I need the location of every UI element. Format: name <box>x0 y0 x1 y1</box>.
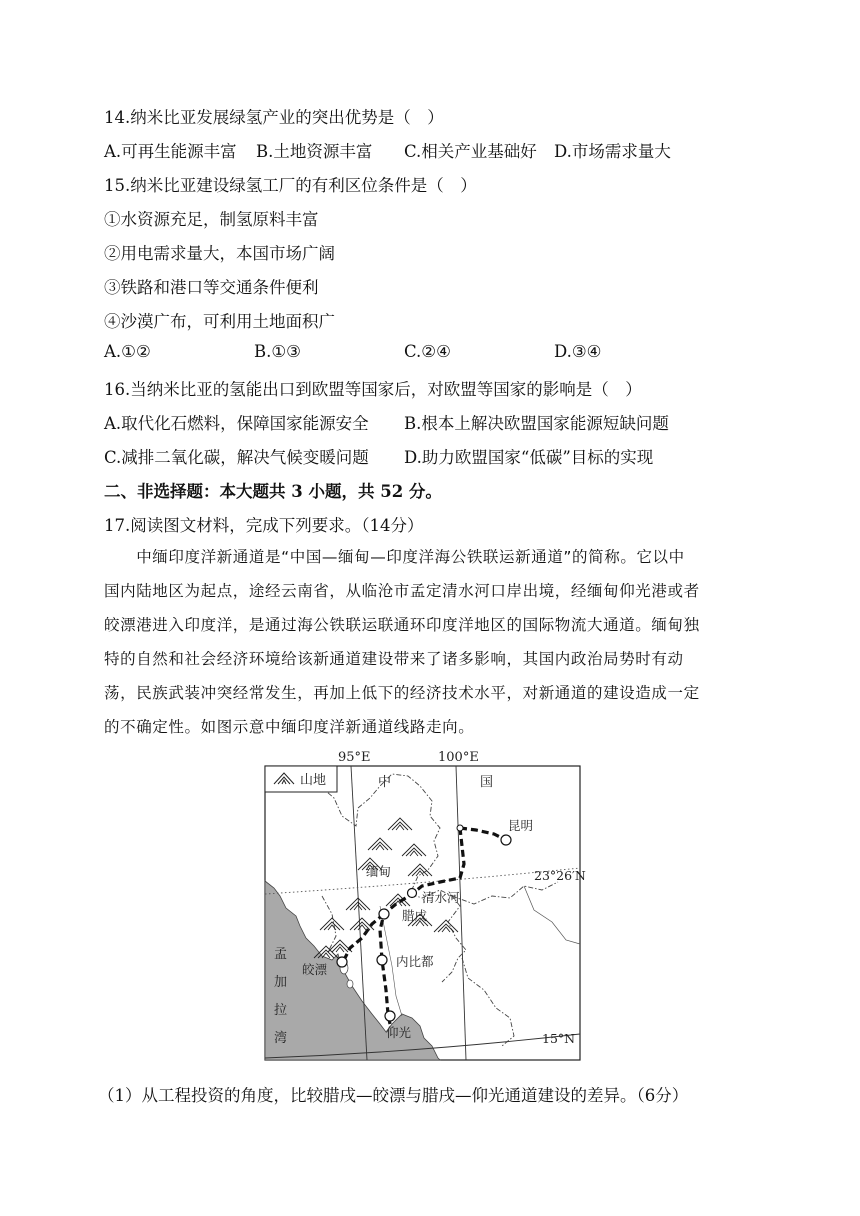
kunming-city-marker <box>501 835 511 845</box>
qingshuihe-marker <box>408 889 417 898</box>
q15-option-c: C.②④ <box>404 342 451 361</box>
q17-material-line: 国内陆地区为起点，途经云南省，从临沧市孟定清水河口岸出境，经缅甸仰光港或者 <box>104 582 700 600</box>
kunming-label: 昆明 <box>508 818 534 833</box>
q16-option-a: A.取代化石燃料，保障国家能源安全 <box>104 414 369 433</box>
q17-stem: 17.阅读图文材料，完成下列要求。（14分） <box>104 516 424 535</box>
q16-option-c: C.减排二氧化碳，解决气候变暖问题 <box>104 448 369 467</box>
border-point-marker <box>457 825 463 831</box>
lon-100-label: 100°E <box>438 750 479 765</box>
kyaukphyu-port-marker <box>337 957 347 967</box>
island-shape <box>347 980 353 988</box>
q15-stem: 15.纳米比亚建设绿氢工厂的有利区位条件是（ ） <box>104 176 477 195</box>
route-map <box>262 746 602 1066</box>
tropic-label: 23°26′N <box>534 868 586 883</box>
q15-item-4: ④沙漠广布，可利用土地面积广 <box>104 312 335 331</box>
q16-stem: 16.当纳米比亚的氢能出口到欧盟等国家后，对欧盟等国家的影响是（ ） <box>104 380 642 399</box>
q15-option-b: B.①③ <box>254 342 301 361</box>
label-zhong: 中 <box>378 775 392 790</box>
bay-label-char: 加 <box>274 975 288 990</box>
q17-material-line: 特的自然和社会经济环境给该新通道建设带来了诸多影响，其国内政治局势时有动 <box>104 650 684 668</box>
q15-option-a: A.①② <box>104 342 151 361</box>
yangon-port-marker <box>385 1011 395 1021</box>
q15-item-2: ②用电需求量大，本国市场广阔 <box>104 244 335 263</box>
bay-label-char: 湾 <box>274 1031 288 1046</box>
naypyidaw-city-marker <box>377 955 387 965</box>
q15-item-1: ①水资源充足，制氢原料丰富 <box>104 210 319 229</box>
myanmar-label: 缅甸 <box>366 864 392 879</box>
q14-option-a: A.可再生能源丰富 <box>104 142 237 161</box>
yangon-label: 仰光 <box>386 1025 412 1040</box>
legend-label: 山地 <box>300 773 327 788</box>
naypyidaw-label: 内比都 <box>396 954 434 969</box>
q14-option-b: B.土地资源丰富 <box>256 142 373 161</box>
q16-option-b: B.根本上解决欧盟国家能源短缺问题 <box>404 414 669 433</box>
q17-sub1: （1）从工程投资的角度，比较腊戌—皎漂与腊戌—仰光通道建设的差异。（6分） <box>98 1086 689 1105</box>
bay-label-char: 孟 <box>274 947 288 962</box>
kyaukphyu-label: 皎漂 <box>302 962 328 977</box>
bay-label-char: 拉 <box>274 1003 288 1018</box>
section-title: 二、非选择题：本大题共 3 小题，共 52 分。 <box>104 482 442 501</box>
q14-option-d: D.市场需求量大 <box>554 142 671 161</box>
q14-stem: 14.纳米比亚发展绿氢产业的突出优势是（ ） <box>104 108 444 127</box>
q17-material-line: 荡，民族武装冲突经常发生，再加上低下的经济技术水平，对新通道的建设造成一定 <box>104 684 700 702</box>
q17-material <box>104 540 744 744</box>
lon-95-label: 95°E <box>338 750 371 765</box>
q15-item-3: ③铁路和港口等交通条件便利 <box>104 278 319 297</box>
q16-option-d: D.助力欧盟国家“低碳”目标的实现 <box>404 448 654 467</box>
label-guo: 国 <box>480 775 494 790</box>
q14-option-c: C.相关产业基础好 <box>404 142 537 161</box>
qingshuihe-label: 清水河 <box>422 890 460 905</box>
q15-option-d: D.③④ <box>554 342 602 361</box>
q17-material-line: 皎漂港进入印度洋，是通过海公铁联运联通环印度洋地区的国际物流大通道。缅甸独 <box>104 616 700 634</box>
q17-material-line: 中缅印度洋新通道是“中国—缅甸—印度洋海公铁联运新通道”的简称。它以中 <box>104 548 685 566</box>
q17-material-line: 的不确定性。如图示意中缅印度洋新通道线路走向。 <box>104 718 475 736</box>
lashio-city-marker <box>379 909 389 919</box>
lashio-label: 腊戌 <box>402 908 428 923</box>
lat-15n-label: 15°N <box>542 1031 576 1046</box>
